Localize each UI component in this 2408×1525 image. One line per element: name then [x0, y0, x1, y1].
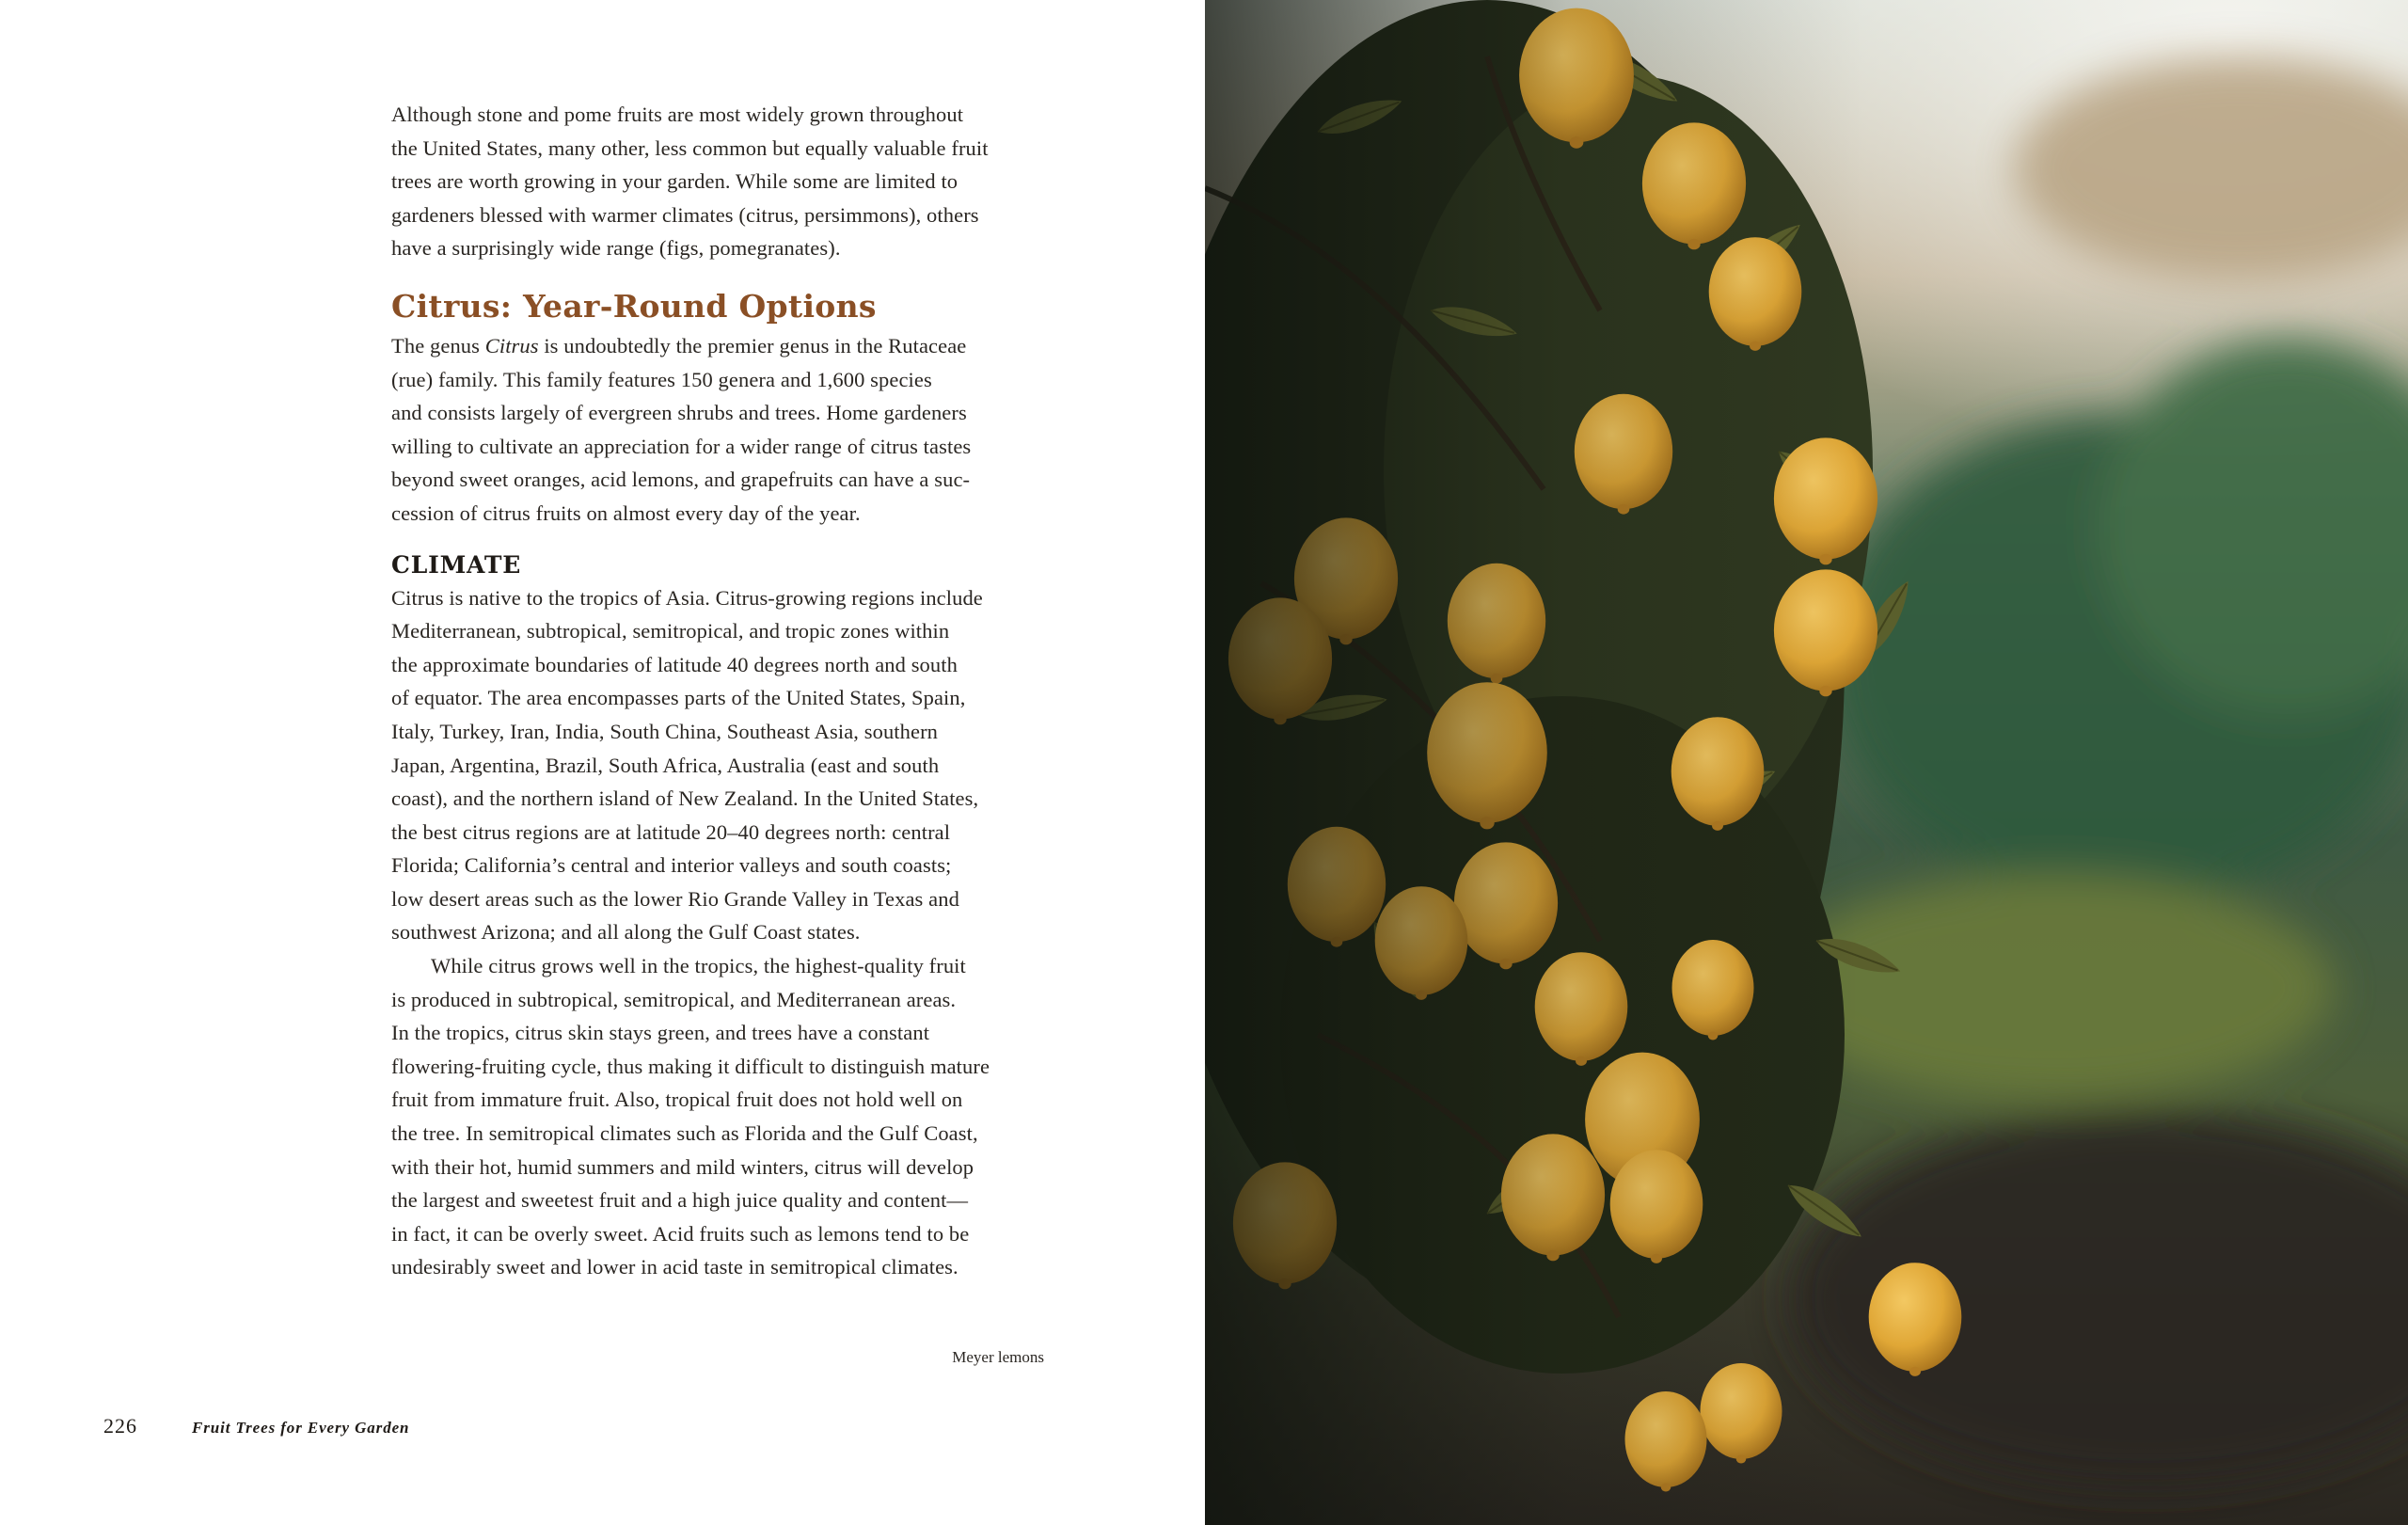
genus-line-after: is undoubtedly the premier genus in the Rutaceae — [538, 333, 967, 357]
climate-line: the largest and sweetest fruit and a high juice quality and content— — [391, 1188, 969, 1213]
climate-line: the tree. In semitropical climates such as Florida and the Gulf Coast, — [391, 1121, 978, 1146]
citrus-line: beyond sweet oranges, acid lemons, and grapefruits can have a suc- — [391, 468, 971, 492]
running-footer-title: Fruit Trees for Every Garden — [192, 1419, 410, 1437]
citrus-line: (rue) family. This family features 150 genera and 1,600 species — [391, 367, 932, 391]
climate-line: While citrus grows well in the tropics, the highest-quality fruit — [431, 954, 966, 978]
climate-line: coast), and the northern island of New Zealand. In the United States, — [391, 786, 979, 811]
climate-line: flowering-fruiting cycle, thus making it difficult to distinguish mature — [391, 1054, 990, 1078]
intro-line: gardeners blessed with warmer climates (citrus, persimmons), others — [391, 202, 979, 227]
genus-line-before: The genus — [391, 333, 485, 357]
intro-line: trees are worth growing in your garden. While some are limited to — [391, 169, 958, 194]
citrus-line: cession of citrus fruits on almost every day of the year. — [391, 500, 861, 525]
climate-line: Japan, Argentina, Brazil, South Africa, Australia (east and south — [391, 753, 940, 777]
text-column — [391, 98, 1050, 1284]
meyer-lemons-photo — [1205, 0, 2408, 1525]
climate-paragraph-2 — [391, 949, 1050, 1284]
climate-line: with their hot, humid summers and mild winters, citrus will develop — [391, 1154, 974, 1179]
intro-line: have a surprisingly wide range (figs, pomegranates). — [391, 236, 841, 261]
intro-line: the United States, many other, less common but equally valuable fruit — [391, 135, 989, 160]
climate-line: Florida; California’s central and interior valleys and south coasts; — [391, 853, 952, 878]
climate-line: the best citrus regions are at latitude 20–40 degrees north: central — [391, 819, 951, 844]
climate-line: Italy, Turkey, Iran, India, South China, Southeast Asia, southern — [391, 719, 939, 743]
climate-line: Citrus is native to the tropics of Asia. Citrus-growing regions include — [391, 585, 983, 610]
climate-line: Mediterranean, subtropical, semitropical, and tropic zones within — [391, 619, 950, 643]
photo-caption: Meyer lemons — [952, 1348, 1044, 1366]
genus-line — [391, 329, 1050, 363]
climate-line: southwest Arizona; and all along the Gulf Coast states. — [391, 920, 861, 945]
citrus-line: willing to cultivate an appreciation for a wider range of citrus tastes — [391, 434, 972, 458]
citrus-line: and consists largely of evergreen shrubs and trees. Home gardeners — [391, 401, 967, 425]
climate-heading: CLIMATE — [391, 550, 522, 579]
climate-line: low desert areas such as the lower Rio Grande Valley in Texas and — [391, 886, 959, 911]
climate-line: the approximate boundaries of latitude 40 degrees north and south — [391, 652, 958, 676]
climate-line: fruit from immature fruit. Also, tropical fruit does not hold well on — [391, 1088, 963, 1112]
genus-italic: Citrus — [484, 333, 539, 357]
climate-line: of equator. The area encompasses parts of the United States, Spain, — [391, 686, 966, 710]
section-heading: Citrus: Year-Round Options — [391, 287, 877, 325]
intro-line: Although stone and pome fruits are most widely grown throughout — [391, 103, 964, 126]
climate-line: is produced in subtropical, semitropical, and Mediterranean areas. — [391, 987, 957, 1011]
climate-line: in fact, it can be overly sweet. Acid fruits such as lemons tend to be — [391, 1221, 970, 1246]
climate-line: In the tropics, citrus skin stays green, and trees have a constant — [391, 1021, 930, 1045]
intro-paragraph — [391, 98, 1050, 265]
lemon-tree-illustration — [1205, 0, 2408, 1525]
climate-paragraph-1 — [391, 581, 1050, 950]
page-number: 226 — [103, 1414, 137, 1438]
citrus-paragraph — [391, 329, 1050, 531]
climate-line: undesirably sweet and lower in acid taste in semitropical climates. — [391, 1255, 958, 1279]
